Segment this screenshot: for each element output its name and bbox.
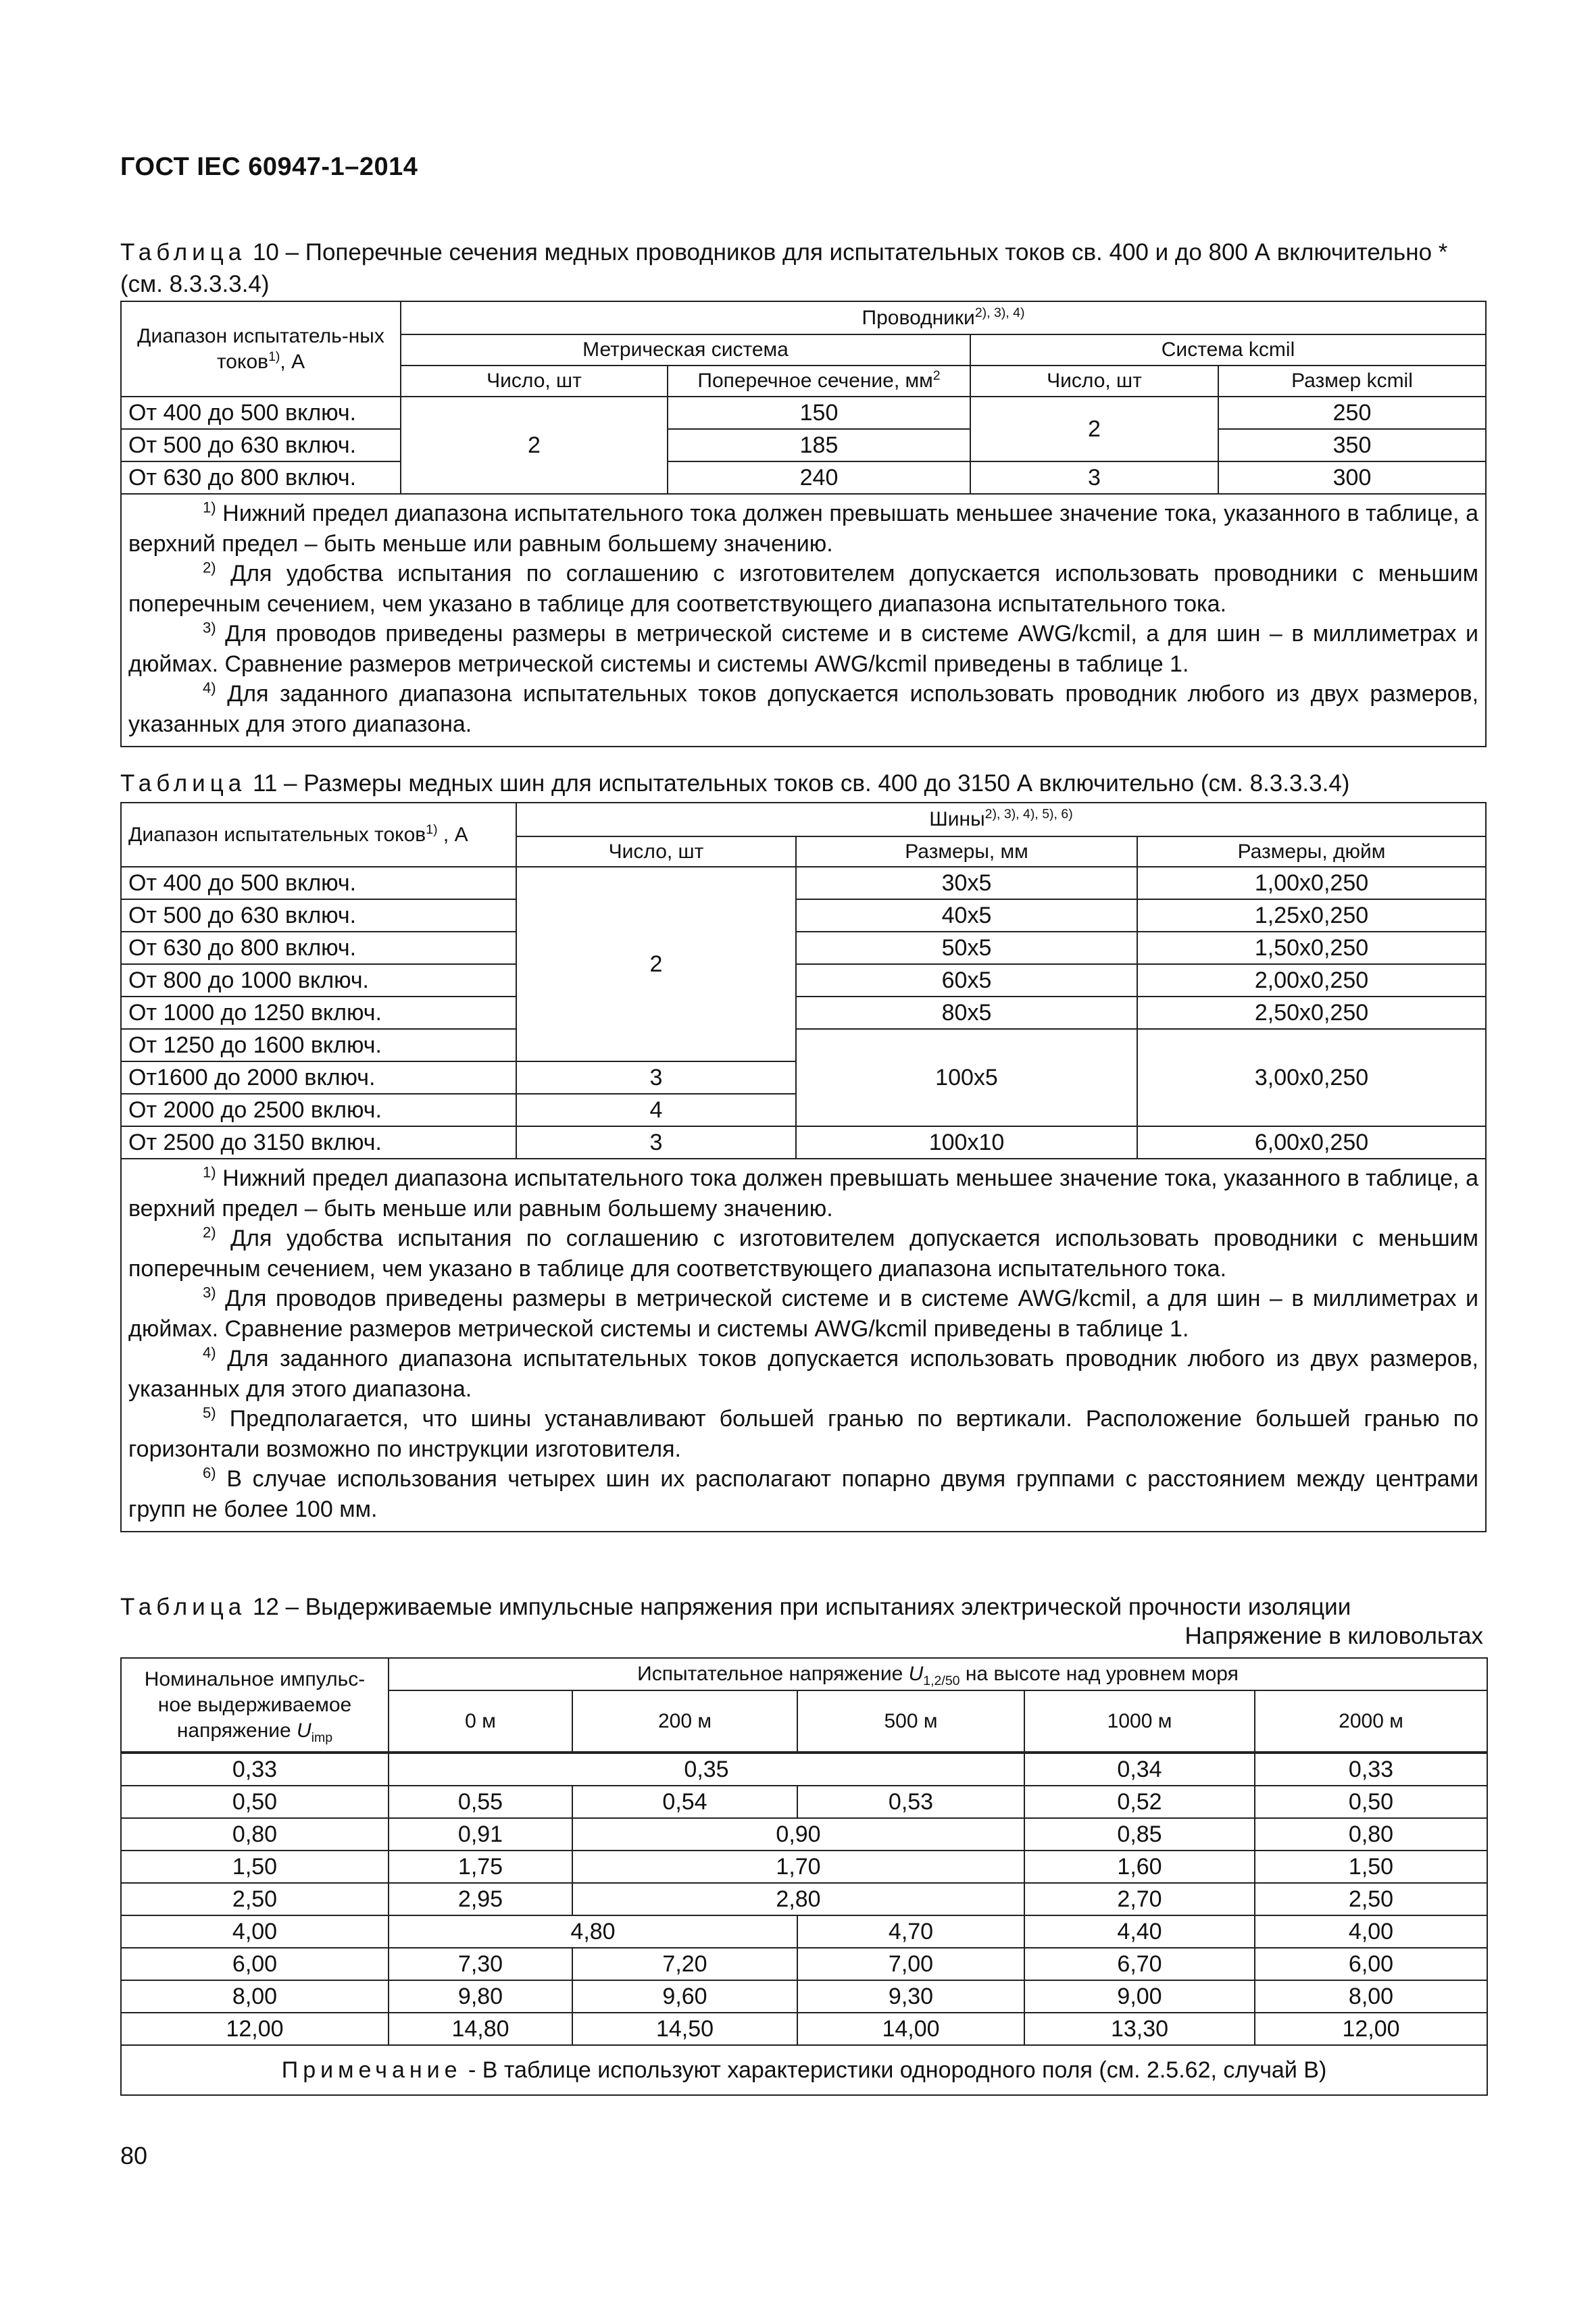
table-row: 1,50 1,75 1,70 1,60 1,50 bbox=[121, 1851, 1487, 1883]
footnote: $^{2)}$ Для удобства испытания по соглашению с изготовителем допускается использовать проводники с меньшим поперечным сечением, чем указано в таблице для соответствующего диапазона испытательного тока. bbox=[128, 1224, 1479, 1282]
table10-caption bbox=[120, 236, 1482, 300]
table12-caption-word: Таблица bbox=[120, 1594, 247, 1620]
table-row: От 400 до 500 включ. 2 30x5 1,00x0,250 bbox=[121, 867, 1486, 899]
table12-altitude-1000: 1000 м bbox=[1024, 1690, 1255, 1753]
table11-count-merged: 2 bbox=[516, 867, 796, 1061]
table-row: От 1000 до 1250 включ. 80x5 2,50x0,250 bbox=[121, 997, 1486, 1029]
footnote: $^{3)}$ Для проводов приведены размеры в метрической системе и в системе AWG/kcmil, а для шин – в миллиметрах и дюймах. Сравнение размеров метрической системы и системы AWG/kcmil приведены в таблице 1. bbox=[128, 619, 1479, 677]
table10-header-range: Диапазон испытатель-ных токов$^{1)}$, А bbox=[121, 301, 401, 397]
table12-note-word: Примечание bbox=[281, 2057, 462, 2083]
table-row: От 400 до 500 включ. 2 150 2 250 bbox=[121, 397, 1486, 429]
table12-altitude-2000: 2000 м bbox=[1255, 1690, 1487, 1753]
table12-altitude-500: 500 м bbox=[797, 1690, 1024, 1753]
table-row: 0,33 0,35 0,34 0,33 bbox=[121, 1753, 1487, 1786]
table-row: От 500 до 630 включ. 185 350 bbox=[121, 429, 1486, 461]
table12-caption-text: 12 – Выдерживаемые импульсные напряжения при испытаниях электрической прочности изоляции bbox=[246, 1594, 1351, 1620]
table10-footnotes bbox=[121, 494, 1486, 747]
table11-header-mm: Размеры, мм bbox=[796, 836, 1137, 867]
table11-caption bbox=[120, 768, 1482, 799]
table-row: 8,00 9,80 9,60 9,30 9,00 8,00 bbox=[121, 1980, 1487, 2013]
table-row: 0,80 0,91 0,90 0,85 0,80 bbox=[121, 1818, 1487, 1851]
table12-altitude-200: 200 м bbox=[572, 1690, 797, 1753]
footnote: $^{3)}$ Для проводов приведены размеры в метрической системе и в системе AWG/kcmil, а для шин – в миллиметрах и дюймах. Сравнение размеров метрической системы и системы AWG/kcmil приведены в таблице 1. bbox=[128, 1284, 1479, 1342]
table11-header-bars: Шины$^{2), 3), 4), 5), 6)}$ bbox=[516, 803, 1486, 836]
footnote: $^{6)}$ В случае использования четырех шин их располагают попарно двумя группами с расстоянием между центрами групп не более 100 мм. bbox=[128, 1464, 1479, 1522]
table-row: 0,50 0,55 0,54 0,53 0,52 0,50 bbox=[121, 1786, 1487, 1818]
table-row: От 2000 до 2500 включ. 4 bbox=[121, 1094, 1486, 1126]
document-id: ГОСТ IEC 60947-1–2014 bbox=[120, 153, 418, 181]
table-row: От 630 до 800 включ. 240 3 300 bbox=[121, 461, 1486, 494]
table11-mm-merged: 100x5 bbox=[796, 1029, 1137, 1126]
footnote: $^{4)}$ Для заданного диапазона испытательных токов допускается использовать проводник любого из двух размеров, указанных для этого диапазона. bbox=[128, 1344, 1479, 1402]
footnote: $^{1)}$ Нижний предел диапазона испытательного тока должен превышать меньшее значение тока, указанного в таблице, а верхний предел – быть меньше или равным большему значению. bbox=[128, 499, 1479, 557]
footnote: $^{1)}$ Нижний предел диапазона испытательного тока должен превышать меньшее значение тока, указанного в таблице, а верхний предел – быть меньше или равным большему значению. bbox=[128, 1163, 1479, 1222]
footnote: $^{5)}$ Предполагается, что шины устанавливают большей гранью по вертикали. Расположение большей гранью по горизонтали возможно по инструкции изготовителя. bbox=[128, 1404, 1479, 1462]
table10 bbox=[120, 301, 1487, 747]
table10-header-metric: Метрическая система bbox=[401, 334, 970, 366]
table11-header-range: Диапазон испытательных токов$^{1)}$ , А bbox=[121, 803, 516, 867]
table10-kcmil-count: 2 bbox=[970, 397, 1218, 461]
table10-header-count: Число, шт bbox=[401, 366, 668, 397]
table12-header-rated: Номинальное импульс-ное выдерживаемое напряжение $U_{imp}$ bbox=[121, 1658, 389, 1753]
table-row: От 500 до 630 включ. 40x5 1,25x0,250 bbox=[121, 899, 1486, 932]
table12-note-text: - В таблице используют характеристики однородного поля (см. 2.5.62, случай В) bbox=[462, 2057, 1327, 2083]
table10-header-conductors: Проводники$^{2), 3), 4)}$ bbox=[401, 301, 1486, 334]
table11-footnotes bbox=[121, 1159, 1486, 1532]
table11-header-count: Число, шт bbox=[516, 836, 796, 867]
table10-header-size-kcmil: Размер kcmil bbox=[1218, 366, 1486, 397]
table-row: 2,50 2,95 2,80 2,70 2,50 bbox=[121, 1883, 1487, 1915]
table10-caption-word: Таблица bbox=[120, 239, 247, 266]
footnote: $^{2)}$ Для удобства испытания по соглашению с изготовителем допускается использовать проводники с меньшим поперечным сечением, чем указано в таблице для соответствующего диапазона испытательного тока. bbox=[128, 559, 1479, 617]
table10-header-count-kcmil: Число, шт bbox=[970, 366, 1218, 397]
table-row: 6,00 7,30 7,20 7,00 6,70 6,00 bbox=[121, 1948, 1487, 1980]
table-row: От 1250 до 1600 включ. 100x5 3,00x0,250 bbox=[121, 1029, 1486, 1061]
table12-header-test-voltage: Испытательное напряжение $U_{1,2/50}$ на высоте над уровнем моря bbox=[389, 1658, 1487, 1690]
table-row: От 800 до 1000 включ. 60x5 2,00x0,250 bbox=[121, 964, 1486, 997]
table10-metric-count: 2 bbox=[401, 397, 668, 494]
table-row: От 630 до 800 включ. 50x5 1,50x0,250 bbox=[121, 932, 1486, 964]
table-row: 12,00 14,80 14,50 14,00 13,30 12,00 bbox=[121, 2013, 1487, 2045]
table12-note bbox=[121, 2045, 1487, 2095]
table11-caption-text: 11 – Размеры медных шин для испытательных токов св. 400 до 3150 А включительно (см. 8.3.3.3.4) bbox=[246, 770, 1350, 797]
table-row: 4,00 4,80 4,70 4,40 4,00 bbox=[121, 1915, 1487, 1948]
table11-caption-word: Таблица bbox=[120, 770, 247, 797]
table10-caption-text: 10 – Поперечные сечения медных проводников для испытательных токов св. 400 и до 800 А включительно * (см. 8.3.3.3.4) bbox=[120, 239, 1448, 297]
footnote: $^{4)}$ Для заданного диапазона испытательных токов допускается использовать проводник любого из двух размеров, указанных для этого диапазона. bbox=[128, 679, 1479, 737]
table12-unit-note: Напряжение в киловольтах bbox=[1184, 1623, 1483, 1649]
table12 bbox=[120, 1657, 1488, 2096]
table12-caption bbox=[120, 1591, 1482, 1623]
table10-header-kcmil-system: Система kcmil bbox=[970, 334, 1486, 366]
table11-header-inch: Размеры, дюйм bbox=[1137, 836, 1486, 867]
page-number: 80 bbox=[120, 2142, 148, 2169]
table12-altitude-0: 0 м bbox=[389, 1690, 572, 1753]
table-row: От 2500 до 3150 включ. 3 100x10 6,00x0,250 bbox=[121, 1126, 1486, 1159]
table11-inch-merged: 3,00x0,250 bbox=[1137, 1029, 1486, 1126]
table-row: От1600 до 2000 включ. 3 bbox=[121, 1061, 1486, 1094]
table11 bbox=[120, 802, 1487, 1532]
table10-header-cross-section: Поперечное сечение, $мм^2$ bbox=[668, 366, 970, 397]
